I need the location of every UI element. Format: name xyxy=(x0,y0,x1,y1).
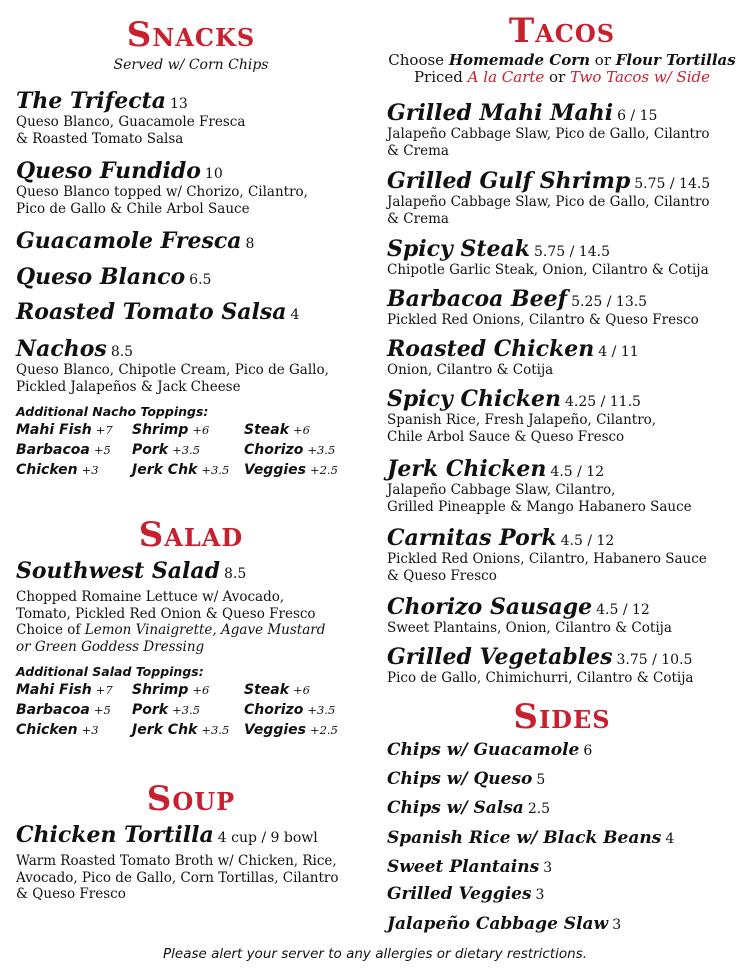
item-name: Nachos xyxy=(16,336,107,362)
item-price: 5.75 / 14.5 xyxy=(634,176,711,192)
topping: Barbacoa +5 xyxy=(16,702,111,718)
item-price: 4.5 / 12 xyxy=(596,602,650,618)
menu-item-nachos xyxy=(16,338,366,395)
salad-toppings-heading: Additional Salad Toppings: xyxy=(16,664,204,679)
soup-title: Soup xyxy=(146,779,236,819)
item-desc: Chopped Romaine Lettuce w/ Avocado, Tomato, Pickled Red Onion & Queso Fresco Choice of Lemon Vinaigrette, Agave Mustard or Green Goddess Dressing xyxy=(16,589,326,655)
topping: Jerk Chk +3.5 xyxy=(132,722,230,738)
item-price: 8.5 xyxy=(110,344,134,360)
side-chips-queso: Chips w/ Queso 5 xyxy=(387,769,546,789)
item-price: 5.75 / 14.5 xyxy=(534,244,610,260)
menu-item-the-trifecta xyxy=(16,90,366,147)
menu-item-spicy-steak xyxy=(387,238,737,279)
item-name: Roasted Tomato Salsa xyxy=(16,299,287,325)
topping: Chicken +3 xyxy=(16,462,99,478)
menu-item-spicy-chicken xyxy=(387,388,737,445)
item-desc: Pico de Gallo, Chimichurri, Cilantro & Cotija xyxy=(387,670,694,687)
topping: Barbacoa +5 xyxy=(16,442,111,458)
item-price: 4 cup / 9 bowl xyxy=(217,830,318,846)
item-desc: Warm Roasted Tomato Broth w/ Chicken, Rice, Avocado, Pico de Gallo, Corn Tortillas, Cilantro & Queso Fresco xyxy=(16,853,339,903)
menu-item-chicken-tortilla xyxy=(16,824,366,903)
item-desc: Queso Blanco topped w/ Chorizo, Cilantro, Pico de Gallo & Chile Arbol Sauce xyxy=(16,184,308,217)
topping: Chorizo +3.5 xyxy=(244,702,336,718)
topping: Pork +3.5 xyxy=(132,702,201,718)
item-name: Spicy Steak xyxy=(387,236,531,262)
item-price: 8 xyxy=(245,236,255,252)
item-name: Guacamole Fresca xyxy=(16,228,242,254)
menu-item-queso-blanco xyxy=(16,266,366,289)
sides-title: Sides xyxy=(513,697,611,737)
topping: Veggies +2.5 xyxy=(244,722,338,738)
snacks-title: Snacks xyxy=(126,15,256,55)
topping: Steak +6 xyxy=(244,682,310,698)
item-desc: Queso Blanco, Guacamole Fresca & Roasted Tomato Salsa xyxy=(16,114,246,147)
item-name: Grilled Vegetables xyxy=(387,644,613,670)
menu-item-barbacoa-beef xyxy=(387,288,737,329)
menu-item-grilled-vegetables xyxy=(387,646,737,687)
toppings-row xyxy=(16,722,366,742)
menu-item-roasted-tomato-salsa xyxy=(16,301,366,324)
menu-item-carnitas-pork xyxy=(387,527,737,584)
item-price: 5.25 / 13.5 xyxy=(571,294,648,310)
item-desc: Onion, Cilantro & Cotija xyxy=(387,362,554,379)
side-sweet-plantains: Sweet Plantains 3 xyxy=(387,857,553,877)
salad-toppings-grid xyxy=(16,682,366,742)
topping: Shrimp +6 xyxy=(132,422,210,438)
item-price: 10 xyxy=(204,166,223,182)
side-chips-salsa: Chips w/ Salsa 2.5 xyxy=(387,798,551,818)
menu-item-chorizo-sausage xyxy=(387,596,737,637)
toppings-row xyxy=(16,702,366,722)
item-price: 4.25 / 11.5 xyxy=(564,394,641,410)
menu-item-southwest-salad xyxy=(16,560,366,655)
salad-title: Salad xyxy=(138,515,244,555)
menu-item-queso-fundido xyxy=(16,160,366,217)
item-desc: Jalapeño Cabbage Slaw, Cilantro, Grilled Pineapple & Mango Habanero Sauce xyxy=(387,482,692,515)
tacos-title: Tacos xyxy=(508,11,616,51)
menu-item-roasted-chicken xyxy=(387,338,737,379)
item-name: Queso Fundido xyxy=(16,158,201,184)
nacho-toppings-heading: Additional Nacho Toppings: xyxy=(16,404,209,419)
menu-item-guacamole-fresca xyxy=(16,230,366,253)
item-name: Barbacoa Beef xyxy=(387,286,568,312)
toppings-row xyxy=(16,422,366,442)
item-price: 6 / 15 xyxy=(617,108,658,124)
nacho-toppings-grid xyxy=(16,422,366,482)
topping: Pork +3.5 xyxy=(132,442,201,458)
side-chips-guacamole: Chips w/ Guacamole 6 xyxy=(387,740,593,760)
toppings-row xyxy=(16,442,366,462)
side-spanish-rice: Spanish Rice w/ Black Beans 4 xyxy=(387,828,675,848)
item-name: The Trifecta xyxy=(16,88,167,114)
item-price: 4 / 11 xyxy=(598,344,639,360)
topping: Mahi Fish +7 xyxy=(16,422,113,438)
item-price: 13 xyxy=(170,96,188,112)
menu-item-grilled-gulf-shrimp xyxy=(387,170,737,227)
toppings-row xyxy=(16,682,366,702)
topping: Steak +6 xyxy=(244,422,310,438)
item-desc: Queso Blanco, Chipotle Cream, Pico de Gallo, Pickled Jalapeños & Jack Cheese xyxy=(16,362,329,395)
topping: Jerk Chk +3.5 xyxy=(132,462,230,478)
topping: Chicken +3 xyxy=(16,722,99,738)
item-desc: Jalapeño Cabbage Slaw, Pico de Gallo, Cilantro & Crema xyxy=(387,126,710,159)
item-price: 3.75 / 10.5 xyxy=(616,652,693,668)
item-desc: Chipotle Garlic Steak, Onion, Cilantro & Cotija xyxy=(387,262,709,279)
topping: Shrimp +6 xyxy=(132,682,210,698)
item-desc: Pickled Red Onions, Cilantro, Habanero Sauce & Queso Fresco xyxy=(387,551,707,584)
item-name: Chicken Tortilla xyxy=(16,822,214,848)
item-name: Grilled Mahi Mahi xyxy=(387,100,614,126)
toppings-row xyxy=(16,462,366,482)
side-grilled-veggies: Grilled Veggies 3 xyxy=(387,884,545,904)
item-desc: Sweet Plantains, Onion, Cilantro & Cotija xyxy=(387,620,672,637)
menu-item-grilled-mahi-mahi xyxy=(387,102,737,159)
topping: Veggies +2.5 xyxy=(244,462,338,478)
item-price: 4 xyxy=(290,307,300,323)
item-desc: Spanish Rice, Fresh Jalapeño, Cilantro, Chile Arbol Sauce & Queso Fresco xyxy=(387,412,657,445)
item-name: Spicy Chicken xyxy=(387,386,561,412)
allergy-notice: Please alert your server to any allergies or dietary restrictions. xyxy=(163,946,587,962)
item-desc: Jalapeño Cabbage Slaw, Pico de Gallo, Cilantro & Crema xyxy=(387,194,710,227)
item-name: Carnitas Pork xyxy=(387,525,557,551)
topping: Mahi Fish +7 xyxy=(16,682,113,698)
item-name: Roasted Chicken xyxy=(387,336,595,362)
item-name: Jerk Chicken xyxy=(387,456,547,482)
item-price: 4.5 / 12 xyxy=(560,533,615,549)
item-name: Chorizo Sausage xyxy=(387,594,593,620)
item-price: 6.5 xyxy=(189,272,212,288)
item-name: Southwest Salad xyxy=(16,558,220,584)
item-price: 8.5 xyxy=(224,566,247,582)
snacks-subtitle: Served w/ Corn Chips xyxy=(113,57,269,73)
tacos-intro: Choose Homemade Corn or Flour Tortillas Priced A la Carte or Two Tacos w/ Side xyxy=(388,51,736,87)
side-jalapeno-slaw: Jalapeño Cabbage Slaw 3 xyxy=(387,914,622,934)
item-name: Queso Blanco xyxy=(16,264,186,290)
topping: Chorizo +3.5 xyxy=(244,442,336,458)
item-desc: Pickled Red Onions, Cilantro & Queso Fresco xyxy=(387,312,699,329)
item-price: 4.5 / 12 xyxy=(550,464,605,480)
menu-item-jerk-chicken xyxy=(387,458,737,515)
item-name: Grilled Gulf Shrimp xyxy=(387,168,631,194)
